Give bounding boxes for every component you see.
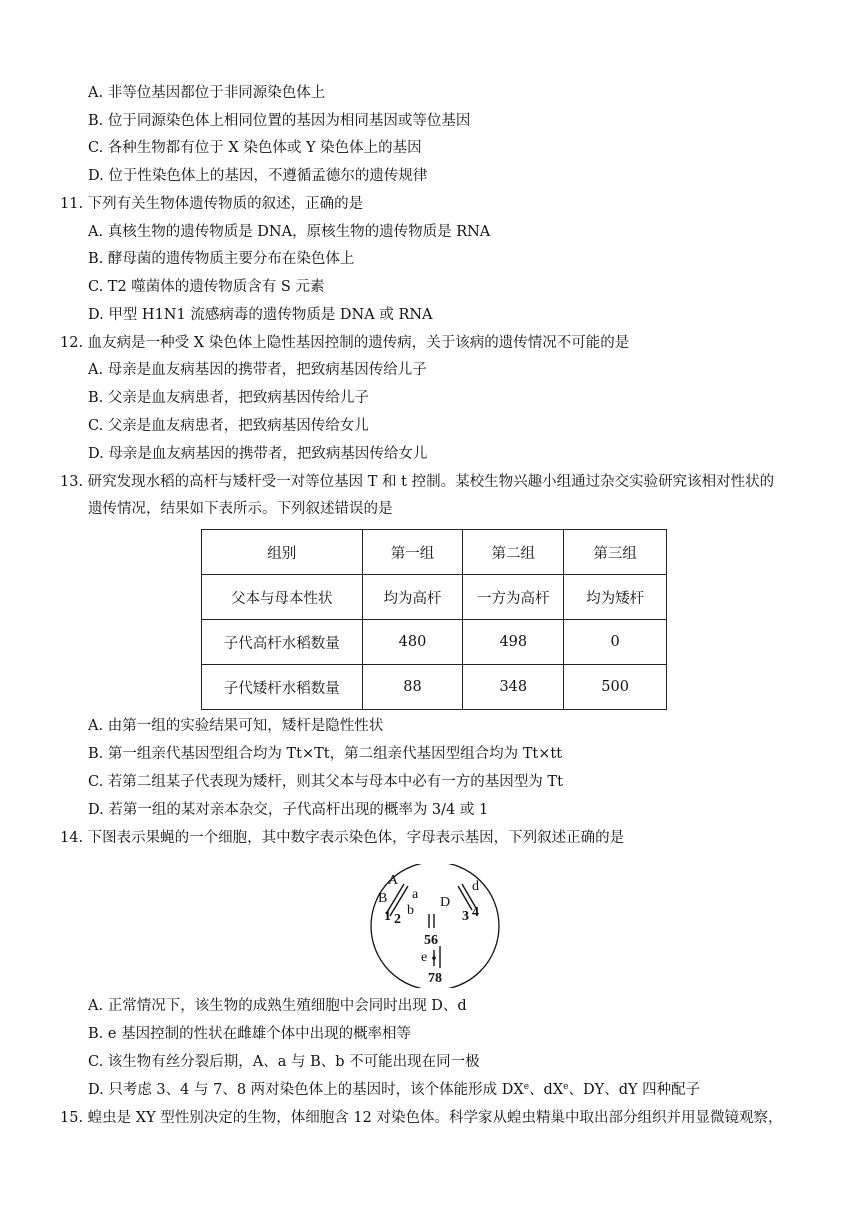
table-row [202,575,667,620]
table-cell: 均为高杆 [362,575,463,620]
table-cell: 0 [564,620,667,665]
q11-option-c: C. T2 噬菌体的遗传物质含有 S 元素 [88,279,325,295]
q13-option-b: B. 第一组亲代基因型组合均为 Tt×Tt，第二组亲代基因型组合均为 Tt×tt [88,746,563,762]
q15-stem: 15. 蝗虫是 XY 型性别决定的生物，体细胞含 12 对染色体。科学家从蝗虫精巢中取出部分组织并用显微镜观察， [60,1110,783,1126]
q12-option-d: D. 母亲是血友病基因的携带者，把致病基因传给女儿 [88,446,428,462]
q10-option-a: A. 非等位基因都位于非同源染色体上 [88,85,326,101]
table-cell: 第二组 [463,530,564,575]
label-gene-a: a [412,887,419,902]
q11-option-a: A. 真核生物的遗传物质是 DNA，原核生物的遗传物质是 RNA [88,224,491,240]
table-row [202,665,667,710]
superscript-e: e [523,1082,530,1092]
gene-e-locus [432,956,436,960]
table-cell: 均为矮杆 [564,575,667,620]
q11-option-d: D. 甲型 H1N1 流感病毒的遗传物质是 DNA 或 RNA [88,307,433,323]
table-cell: 子代矮杆水稻数量 [202,665,363,710]
q13-option-a: A. 由第一组的实验结果可知，矮杆是隐性性状 [88,718,384,734]
q11-option-b: B. 酵母菌的遗传物质主要分布在染色体上 [88,251,355,267]
label-gene-e: e [421,950,428,965]
superscript-e: e [563,1082,569,1092]
q10-option-d: D. 位于性染色体上的基因，不遵循孟德尔的遗传规律 [88,168,428,184]
table-cell: 父本与母本性状 [202,575,363,620]
label-chromosomes-5-6: 56 [424,933,438,948]
label-chromosome-2: 2 [394,912,401,927]
q10-option-c: C. 各种生物都有位于 X 染色体或 Y 染色体上的基因 [88,140,422,156]
q14-option-c: C. 该生物有丝分裂后期，A、a 与 B、b 不可能出现在同一极 [88,1054,480,1070]
q13-stem-line2: 遗传情况，结果如下表所示。下列叙述错误的是 [88,501,393,517]
table-cell: 480 [362,620,463,665]
table-cell: 一方为高杆 [463,575,564,620]
q13-option-c: C. 若第二组某子代表现为矮杆，则其父本与母本中必有一方的基因型为 Tt [88,774,563,790]
q14-option-d-mid: 、dX [529,1082,564,1098]
table-cell: 第一组 [362,530,463,575]
label-chromosome-3: 3 [462,909,469,924]
q11-stem: 11. 下列有关生物体遗传物质的叙述，正确的是 [60,196,364,212]
q14-option-a: A. 正常情况下，该生物的成熟生殖细胞中会同时出现 D、d [88,998,467,1014]
label-chromosome-1: 1 [384,909,391,924]
results-table [201,529,667,710]
q14-option-d-suffix: 、DY、dY 四种配子 [568,1082,701,1098]
q13-option-d: D. 若第一组的某对亲本杂交，子代高杆出现的概率为 3/4 或 1 [88,802,489,818]
table-row [202,620,667,665]
table-cell: 组别 [202,530,363,575]
q12-option-a: A. 母亲是血友病基因的携带者，把致病基因传给儿子 [88,362,427,378]
label-gene-b: b [407,903,414,918]
table-cell: 348 [463,665,564,710]
label-gene-D: D [440,895,451,910]
q14-option-d [88,1080,700,1100]
q12-option-b: B. 父亲是血友病患者，把致病基因传给儿子 [88,390,369,406]
label-gene-B: B [378,891,388,906]
q14-option-b: B. e 基因控制的性状在雌雄个体中出现的概率相等 [88,1026,412,1042]
q14-stem: 14. 下图表示果蝇的一个细胞，其中数字表示染色体，字母表示基因，下列叙述正确的是 [60,830,625,846]
table-cell: 88 [362,665,463,710]
label-gene-d: d [472,879,479,894]
label-chromosomes-7-8: 78 [428,971,442,986]
q10-option-b: B. 位于同源染色体上相同位置的基因为相同基因或等位基因 [88,113,471,129]
label-chromosome-4: 4 [472,905,479,920]
table-cell: 子代高杆水稻数量 [202,620,363,665]
label-gene-A: A [388,873,399,888]
table-row [202,530,667,575]
q14-option-d-prefix: D. 只考虑 3、4 与 7、8 两对染色体上的基因时，该个体能形成 DX [88,1082,524,1098]
table-cell: 第三组 [564,530,667,575]
table-cell: 500 [564,665,667,710]
fruit-fly-cell-diagram [366,864,504,988]
q12-stem: 12. 血友病是一种受 X 染色体上隐性基因控制的遗传病，关于该病的遗传情况不可能的是 [60,335,630,351]
q12-option-c: C. 父亲是血友病患者，把致病基因传给女儿 [88,418,369,434]
q13-stem-line1: 13. 研究发现水稻的高杆与矮杆受一对等位基因 T 和 t 控制。某校生物兴趣小组通过杂交实验研究该相对性状的 [60,474,775,490]
table-cell: 498 [463,620,564,665]
